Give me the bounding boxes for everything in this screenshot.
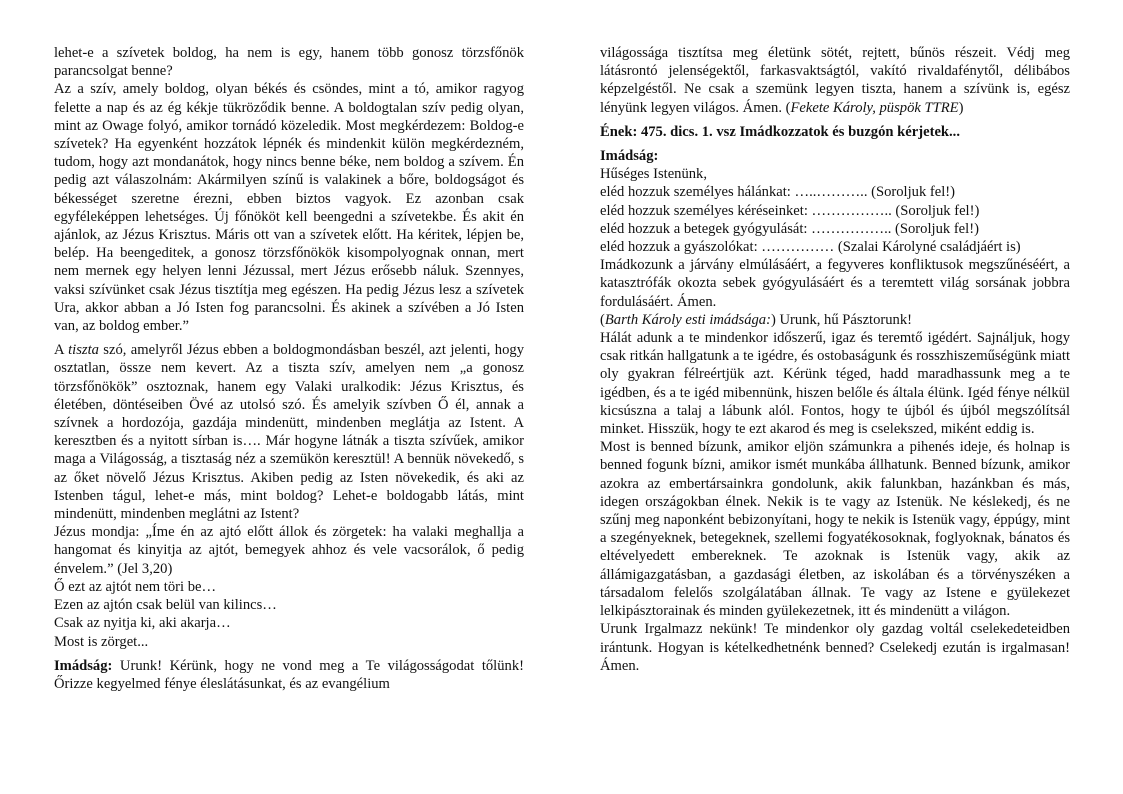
- paragraph: Jézus mondja: „Íme én az ajtó előtt állok és zörgetek: ha valaki meghallja a hangomat és kinyitja az ajtót, bemegyek ahhoz és vele vacsorálok, ő pedig énvelem.” (Jel 3,20): [54, 524, 524, 577]
- paragraph: lehet-e a szívetek boldog, ha nem is egy, hanem több gonosz törzsfőnök parancsolgat benne?: [54, 45, 524, 80]
- text: szó, amelyről Jézus ebben a boldogmondásban beszél, azt jelenti, hogy osztatlan, össze nem kevert. Az a tiszta szív, amelyen nem „a gonosz törzsfőnökök” osztoznak, hanem egy Valaki uralkodik: Jézus Krisztus, és életében, döntéseiben Övé az utolsó szó. És amelyik szívben Ő él, annak a szívnek a hordozója, gazdája mindenütt, mindenben meglátja az Istent. A keresztben és a nyitott sírban is…. Már hogyne látnák a tiszta szívűek, amikor maga a Világosság, a tisztaság néz a szemükön keresztül! A bennük növekedő, s az őket növelő Jézus Krisztus. Akiben pedig az Isten növekedik, és aki az Istenben tágul, lehet-e más, mint boldog? Lehet-e boldogabb látás, mint mindenütt, mindenben meglátni az Istent?: [54, 342, 524, 523]
- paragraph: [54, 341, 524, 523]
- paragraph: Urunk Irgalmazz nekünk! Te mindenkor oly gazdag voltál cselekedeteidben irántunk. Hogyan is kételkedhetnénk benned? Cselekedj ezután is irgalmasan! Ámen.: [600, 621, 1070, 674]
- prayer-source: Barth Károly esti imádsága:: [604, 311, 771, 328]
- italic-word: tiszta: [68, 342, 99, 359]
- prayer-label: Imádság:: [54, 657, 113, 674]
- left-column: [54, 44, 524, 693]
- paragraph: Imádkozunk a járvány elmúlásáért, a fegyveres konfliktusok megszűnéséért, a katasztrófák okozta sebek gyógyulásáért és a teremtett világ sorsának jobbra fordulásáért. Ámen.: [600, 257, 1070, 310]
- text: ): [958, 99, 964, 116]
- paragraph: Hálát adunk a te mindenkor időszerű, igaz és teremtő igédért. Sajnáljuk, hogy csak ritkán hallgatunk a te igédre, és ostobaságunk és rosszhiszeműségünk miatt oly gyakran félreértjük azt. Kérünk téged, hadd maradhassunk meg a te igédben, és a te igéd mibennünk, hiszen belőle és általa élünk. Igéd fénye nélkül kicsúszna a talaj a lábunk alól. Fontos, hogy te újból és újból megszólítsál minket. Hisszük, hogy te ezt akarod és meg is cselekszed, miként eddig is.: [600, 330, 1070, 438]
- prayer-heading: Imádság:: [600, 148, 659, 165]
- text: világossága tisztítsa meg életünk sötét, rejtett, bűnös részeit. Védj meg látásrontó jelenségektől, farkasvaktságtól, vakító rivaldafénytől, délibábos képzelgéstől. Ne csak a szemünk legyen tiszta, hanem a szívünk is, egész lényünk legyen világos. Ámen. (: [600, 45, 1070, 116]
- prayer-text: Urunk! Kérünk, hogy ne vond meg a Te világosságodat tőlünk! Őrizze kegyelmed fénye éleslátásunkat, és az evangélium: [54, 657, 524, 692]
- text: ) Urunk, hű Pásztorunk!: [770, 311, 913, 328]
- prayer-line: eléd hozzuk a betegek gyógyulását: …………….. (Soroljuk fel!): [600, 220, 979, 237]
- hymn-heading: Ének: 475. dics. 1. vsz Imádkozzatok és buzgón kérjetek...: [600, 123, 960, 140]
- prayer-paragraph: [54, 657, 524, 693]
- poem-line: Ezen az ajtón csak belül van kilincs…: [54, 597, 277, 614]
- prayer-line: eléd hozzuk személyes hálánkat: …..……….. (Soroljuk fel!): [600, 184, 956, 201]
- prayer-line: eléd hozzuk személyes kéréseinket: …………….. (Soroljuk fel!): [600, 202, 980, 219]
- poem-line: Ő ezt az ajtót nem töri be…: [54, 578, 217, 595]
- paragraph: [600, 44, 1070, 117]
- prayer-line: eléd hozzuk a gyászolókat: …………… (Szalai Károlyné családjáért is): [600, 239, 1021, 256]
- text: (: [600, 311, 605, 328]
- poem-line: Csak az nyitja ki, aki akarja…: [54, 615, 231, 632]
- author-citation: Fekete Károly, püspök TTRE: [790, 99, 959, 116]
- paragraph: Most is benned bízunk, amikor eljön számunkra a pihenés ideje, és holnap is benned fogunk bízni, amikor ismét munkába állhatunk. Benned bízunk, amikor azokra az embertársainkra gondolunk, akik falunkban, hazánkban és más, idegen országokban élnek. Nekik is te vagy az Istenük. Ne késlekedj, és ne szűnj meg naponként bebizonyítani, hogy te nekik is Istenük vagy, éppúgy, mint a szegényeknek, betegeknek, szellemi fogyatékosoknak, foglyoknak, bánatos és eltévelyedett embereknek. Te azoknak is Istenük vagy, akik az állámigazgatásban, a gazdasági életben, az iskolában és a törvényszéken a társadalom felelős szolgálatában állnak. Te vagy az Istene e gyülekezet lelkipásztorainak és minden gyülekezetnek, itt és mindenütt a világon.: [600, 439, 1070, 620]
- right-column: [600, 44, 1070, 675]
- paragraph: [600, 311, 1070, 329]
- paragraph: Az a szív, amely boldog, olyan békés és csöndes, mint a tó, amikor ragyog felette a nap és az ég kékje tükröződik benne. A boldogtalan szív pedig olyan, mint az Owage folyó, amikor tornádó közeledik. Most megkérdezem: Boldog-e szívetek? Ha egyenként hozzátok lépnék és mindenkit külön megkérdezném, tudom, hogy azt mondanátok, hogy nincs benne béke, nem boldog a szívem. Én pedig azt válaszolnám: Akármilyen színű is valakinek a bőre, boldogságot és békességet szeretne érezni, ebben biztos vagyok. Ez azonban csak egyféleképpen lehetséges. Új főnököt kell beengedni a szívetekbe. És akit én ajánlok, az Jézus Krisztus. Máris ott van a szívetek előtt. Ha kéritek, lépjen be, belép. Ha beengeditek, a gonosz törzsfőnökök kisompolyognak onnan, mert nem mernek egy helyen lenni Jézussal, mert Jézus erősebb náluk. Szennyes, vaksi szívünket csak Jézus tisztítja meg egészen. Ha pedig Jézus lesz a szívetek Ura, akkor abban a Jó Isten fog parancsolni. És akinek a szívében a Jó Isten van, az boldog ember.”: [54, 81, 524, 335]
- text: A: [54, 342, 69, 359]
- poem-line: Most is zörget...: [54, 633, 149, 650]
- prayer-line: Hűséges Istenünk,: [600, 166, 708, 183]
